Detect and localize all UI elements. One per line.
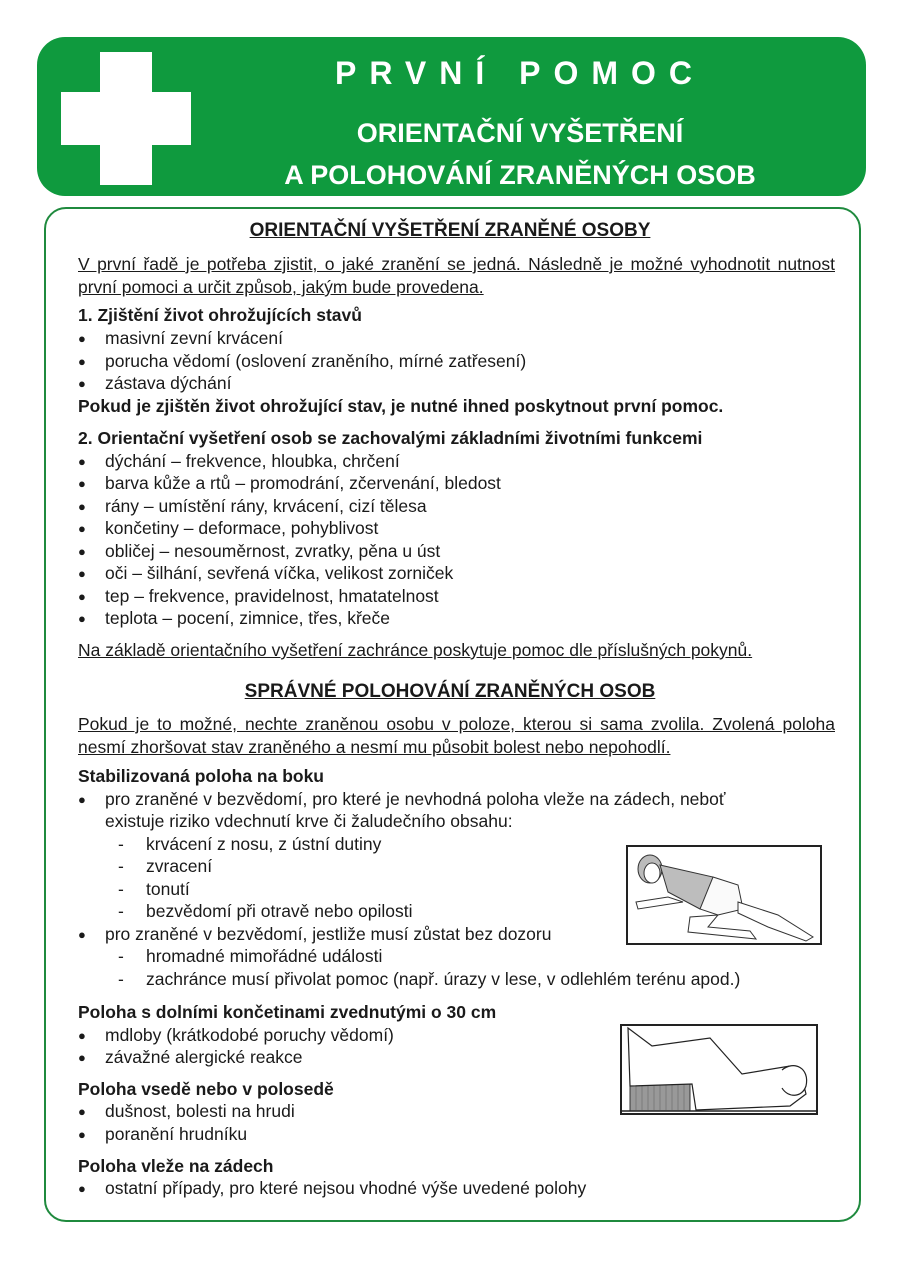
dash-icon: - xyxy=(118,834,124,854)
subheading-supine: Poloha vleže na zádech xyxy=(78,1156,274,1176)
section-intro-examination: V první řadě je potřeba zjistit, o jaké zranění se jedná. Následně je možné vyhodnotit nutnost první pomoci a určit způsob, jakým bude provedena. xyxy=(78,254,835,297)
page-title: PRVNÍ POMOC xyxy=(335,55,705,91)
bullet-icon: ● xyxy=(78,611,86,626)
section-title-positioning: SPRÁVNÉ POLOHOVÁNÍ ZRANĚNÝCH OSOB xyxy=(244,681,656,702)
dash-icon: - xyxy=(118,901,124,921)
bullet-icon: ● xyxy=(78,1028,86,1043)
bullet-icon: ● xyxy=(78,1104,86,1119)
dash-icon: - xyxy=(118,879,124,899)
bullet-icon: ● xyxy=(78,354,86,369)
subheading-life-threatening: 1. Zjištění život ohrožujících stavů xyxy=(78,305,362,325)
dash-icon: - xyxy=(118,946,124,966)
subheading-recovery-position: Stabilizovaná poloha na boku xyxy=(78,766,324,786)
bullet-icon: ● xyxy=(78,331,86,346)
recovery-position-figure-icon xyxy=(628,847,820,943)
bullet-icon: ● xyxy=(78,544,86,559)
bullet-icon: ● xyxy=(78,499,86,514)
bullet-icon: ● xyxy=(78,566,86,581)
examination-closing-note: Na základě orientačního vyšetření zachránce poskytuje pomoc dle příslušných pokynů. xyxy=(78,640,753,660)
bullet-icon: ● xyxy=(78,1050,86,1065)
dash-icon: - xyxy=(118,856,124,876)
bullet-icon: ● xyxy=(78,376,86,391)
recovery-position-illustration xyxy=(626,845,822,945)
subheading-sitting: Poloha vsedě nebo v polosedě xyxy=(78,1079,334,1099)
subheading-raised-legs: Poloha s dolními končetinami zvednutými o 30 cm xyxy=(78,1002,497,1022)
bullet-icon: ● xyxy=(78,454,86,469)
dash-icon: - xyxy=(118,969,124,989)
page-subtitle-line2: A POLOHOVÁNÍ ZRANĚNÝCH OSOB xyxy=(284,160,756,190)
section-title-examination: ORIENTAČNÍ VYŠETŘENÍ ZRANĚNÉ OSOBY xyxy=(249,220,651,241)
section-intro-positioning: Pokud je to možné, nechte zraněnou osobu v poloze, kterou si sama zvolila. Zvolená poloha nesmí zhoršovat stav zraněného a nesmí mu působit bolest nebo nepohodlí. xyxy=(78,714,835,757)
raised-legs-figure-icon xyxy=(622,1026,816,1113)
life-threat-note: Pokud je zjištěn život ohrožující stav, je nutné ihned poskytnout první pomoc. xyxy=(78,396,724,416)
bullet-icon: ● xyxy=(78,927,86,942)
page-subtitle-line1: ORIENTAČNÍ VYŠETŘENÍ xyxy=(356,118,684,148)
subheading-orientation-exam: 2. Orientační vyšetření osob se zachovalými základními životními funkcemi xyxy=(78,428,703,448)
bullet-icon: ● xyxy=(78,792,86,807)
bullet-icon: ● xyxy=(78,476,86,491)
first-aid-cross-icon-bar xyxy=(61,92,191,145)
bullet-icon: ● xyxy=(78,1127,86,1142)
bullet-icon: ● xyxy=(78,1181,86,1196)
bullet-icon: ● xyxy=(78,521,86,536)
bullet-icon: ● xyxy=(78,589,86,604)
raised-legs-illustration xyxy=(620,1024,818,1115)
